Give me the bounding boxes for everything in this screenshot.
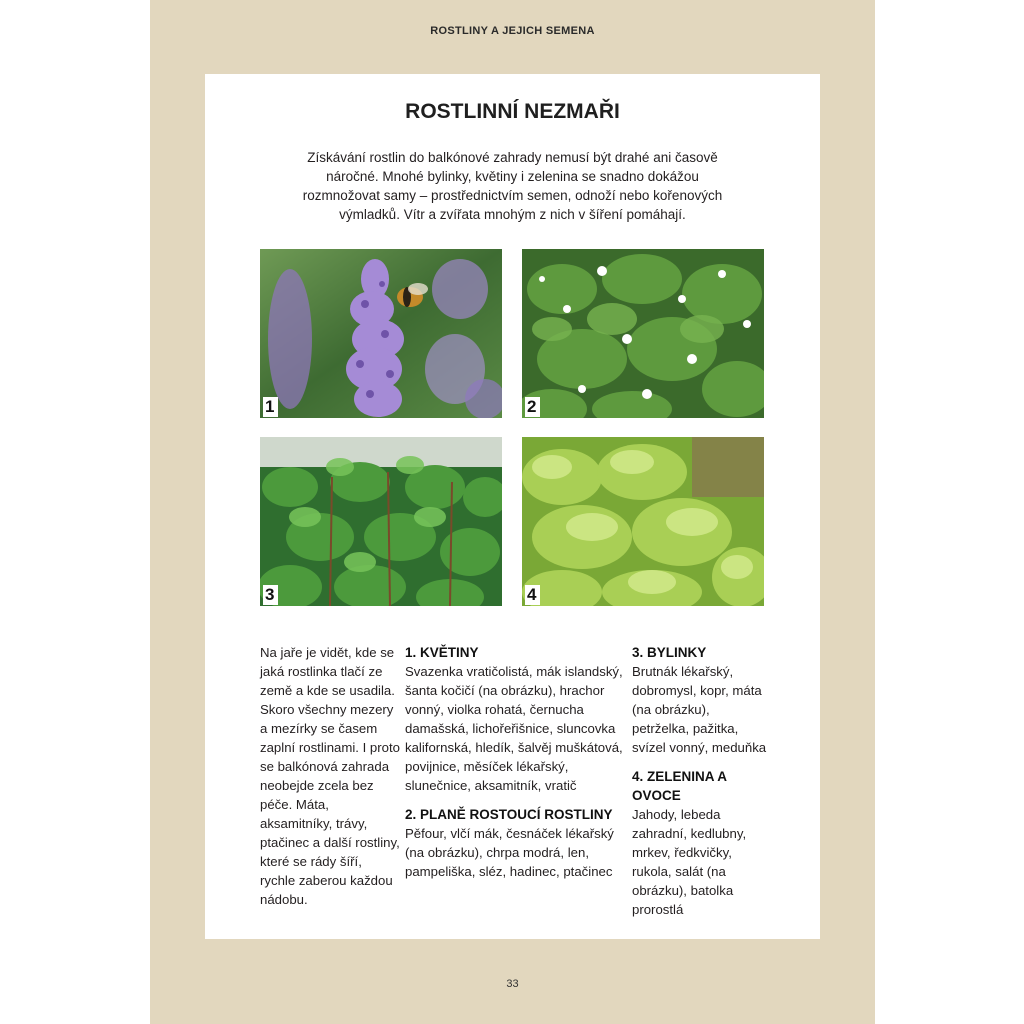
section-heading-plane: 2. PLANĚ ROSTOUCÍ ROSTLINY — [405, 807, 613, 822]
photo-number: 3 — [263, 585, 278, 605]
page-number: 33 — [506, 978, 519, 990]
sections-column-right — [632, 643, 770, 919]
book-page — [150, 0, 875, 1024]
photo-catmint — [260, 249, 502, 418]
section-heading-bylinky: 3. BYLINKY — [632, 645, 707, 660]
sections-column-middle — [405, 643, 625, 881]
catmint-image — [260, 249, 502, 418]
section-text-kvetiny: Svazenka vratičolistá, mák islandský, šanta kočičí (na obrázku), hrachor vonný, violka rohatá, černucha damašská, lichořeřišnice, sluncovka kalifornská, hledík, šalvěj muškátová, povijnice, měsíček lékařský, slunečnice, aksamitník, vratič — [405, 664, 623, 793]
section-heading-kvetiny: 1. KVĚTINY — [405, 645, 479, 660]
section-text-zelenina: Jahody, lebeda zahradní, kedlubny, mrkev, ředkvičky, rukola, salát (na obrázku), batolka prorostlá — [632, 807, 747, 917]
mint-image — [260, 437, 502, 606]
garlic-mustard-image — [522, 249, 764, 418]
photo-mint — [260, 437, 502, 606]
body-paragraph: Na jaře je vidět, kde se jaká rostlinka tlačí ze země a kde se usadila. Skoro všechny mezery a mezírky se časem zaplní rostlinami. I proto se balkónová zahrada neobejde zcela bez péče. Máta, aksamitníky, trávy, ptačinec a další rostliny, které se rády šíří, rychle zaberou každou nádobu. — [260, 645, 400, 907]
content-panel — [205, 74, 820, 939]
lettuce-image — [522, 437, 764, 606]
photo-number: 1 — [263, 397, 278, 417]
photo-garlic-mustard — [522, 249, 764, 418]
photo-number: 4 — [525, 585, 540, 605]
running-header: ROSTLINY A JEJICH SEMENA — [430, 25, 595, 37]
section-text-bylinky: Brutnák lékařský, dobromysl, kopr, máta (na obrázku), petrželka, pažitka, svízel vonný, meduňka — [632, 664, 767, 755]
photo-number: 2 — [525, 397, 540, 417]
intro-paragraph: Získávání rostlin do balkónové zahrady nemusí být drahé ani časově náročné. Mnohé bylinky, květiny i zelenina se snadno dokážou rozmnožovat samy – prostřednictvím semen, odnoží nebo kořenových výmladků. Vítr a zvířata mnohým z nich v šíření pomáhají. — [302, 150, 723, 222]
section-text-plane: Pěfour, vlčí mák, česnáček lékařský (na obrázku), chrpa modrá, len, pampeliška, sléz, hadinec, ptačinec — [405, 826, 614, 879]
section-heading-zelenina: 4. ZELENINA A OVOCE — [632, 769, 727, 803]
page-title: ROSTLINNÍ NEZMAŘI — [405, 100, 620, 123]
photo-lettuce — [522, 437, 764, 606]
body-column — [260, 643, 400, 909]
